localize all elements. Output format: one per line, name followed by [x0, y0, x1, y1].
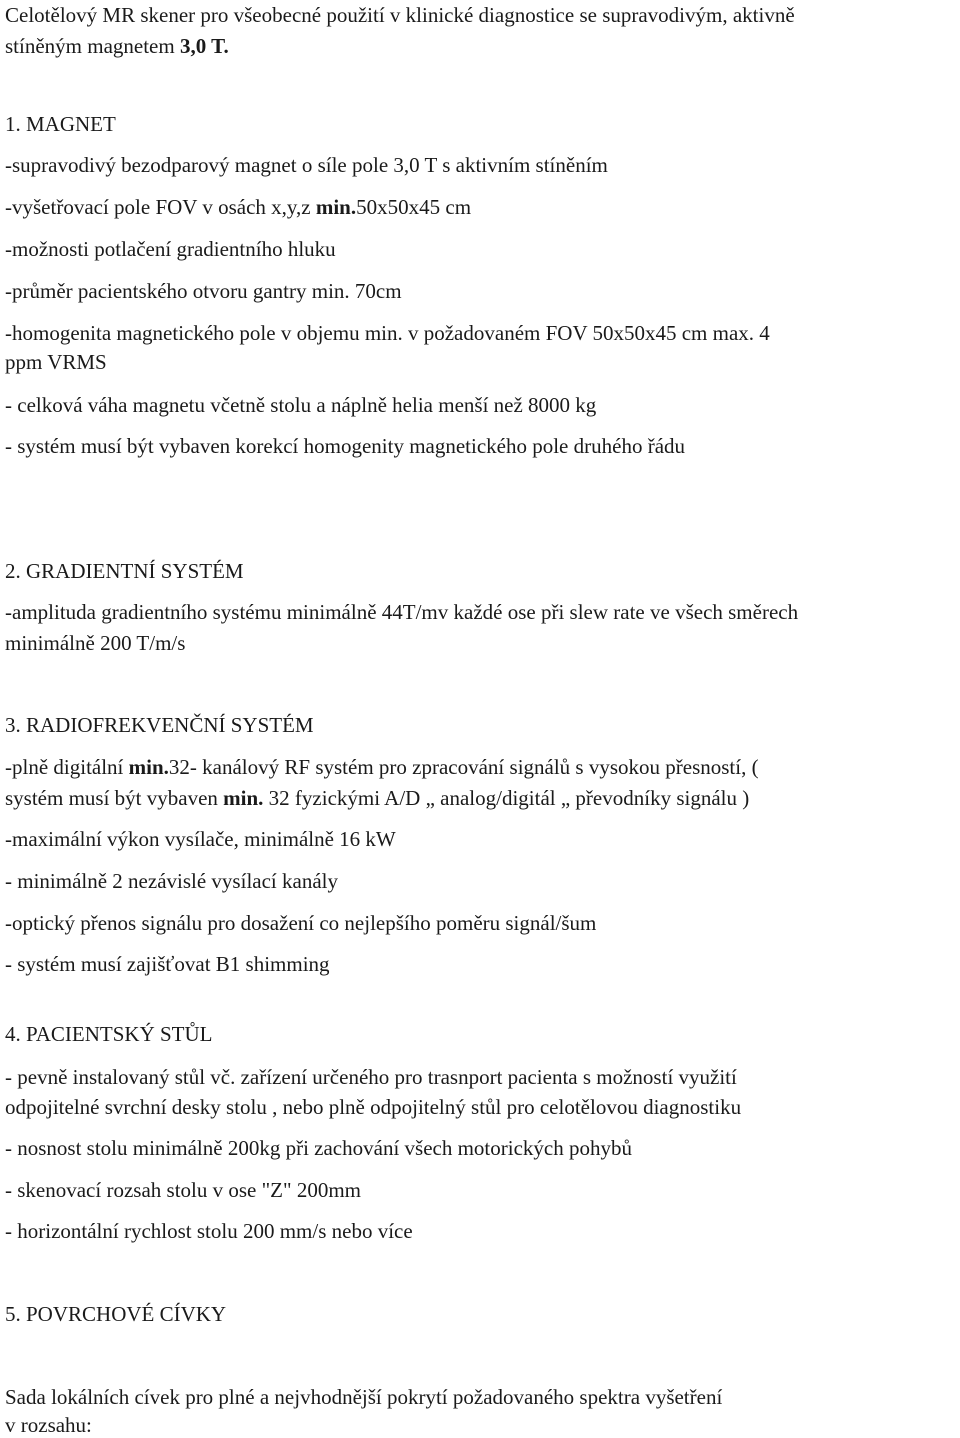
list-item: -homogenita magnetického pole v objemu min. v požadovaném FOV 50x50x45 cm max. 4: [5, 321, 770, 345]
min-label: min.: [223, 786, 264, 810]
list-item: -amplituda gradientního systému minimálně 44T/mv každé ose při slew rate ve všech směrech: [5, 600, 799, 624]
list-item: [5, 194, 471, 220]
min-label: min.: [315, 195, 357, 219]
list-item: - systém musí být vybaven korekcí homogenity magnetického pole druhého řádu: [5, 434, 686, 458]
intro-line-2: [5, 33, 229, 59]
section-heading-patient-table: 4. PACIENTSKÝ STŮL: [5, 1022, 213, 1046]
list-item: - minimálně 2 nezávislé vysílací kanály: [5, 869, 338, 893]
list-item: - skenovací rozsah stolu v ose "Z" 200mm: [5, 1178, 361, 1202]
section-heading-rf: 3. RADIOFREKVENČNÍ SYSTÉM: [5, 713, 314, 737]
list-item: - celková váha magnetu včetně stolu a náplně helia menší než 8000 kg: [5, 393, 597, 417]
list-item: - systém musí zajišťovat B1 shimming: [5, 952, 330, 976]
item-text: systém musí být vybaven: [5, 786, 224, 810]
list-item: -supravodivý bezodparový magnet o síle pole 3,0 T s aktivním stíněním: [5, 153, 608, 177]
intro-text: stíněným magnetem: [5, 34, 180, 58]
min-label: min.: [128, 755, 169, 779]
list-item: -maximální výkon vysílače, minimálně 16 kW: [5, 827, 396, 851]
list-item: -možnosti potlačení gradientního hluku: [5, 237, 336, 261]
list-item: - pevně instalovaný stůl vč. zařízení určeného pro trasnport pacienta s možností využití: [5, 1065, 737, 1089]
paragraph-line: v rozsahu:: [5, 1413, 92, 1437]
list-item: - horizontální rychlost stolu 200 mm/s nebo více: [5, 1219, 413, 1243]
list-item: -optický přenos signálu pro dosažení co nejlepšího poměru signál/šum: [5, 911, 597, 935]
item-text: 50x50x45 cm: [356, 195, 472, 219]
list-item-continuation: [5, 785, 749, 811]
field-strength: 3,0 T.: [179, 34, 229, 58]
paragraph-line: Sada lokálních cívek pro plné a nejvhodnější pokrytí požadovaného spektra vyšetření: [5, 1385, 723, 1409]
list-item-continuation: odpojitelné svrchní desky stolu , nebo plně odpojitelný stůl pro celotělovou diagnostiku: [5, 1095, 742, 1119]
section-heading-surface-coils: 5. POVRCHOVÉ CÍVKY: [5, 1302, 227, 1326]
item-text: -vyšetřovací pole FOV v osách x,y,z: [5, 195, 316, 219]
item-text: 32- kanálový RF systém pro zpracování signálů s vysokou přesností, (: [168, 755, 759, 779]
item-text: -plně digitální: [5, 755, 129, 779]
list-item: [5, 754, 759, 780]
section-heading-magnet: 1. MAGNET: [5, 112, 116, 136]
list-item: - nosnost stolu minimálně 200kg při zachování všech motorických pohybů: [5, 1136, 632, 1160]
list-item-continuation: ppm VRMS: [5, 350, 107, 374]
list-item: -průměr pacientského otvoru gantry min. 70cm: [5, 279, 402, 303]
intro-line-1: Celotělový MR skener pro všeobecné použití v klinické diagnostice se supravodivým, aktivně: [5, 3, 795, 27]
list-item-continuation: minimálně 200 T/m/s: [5, 631, 186, 655]
section-heading-gradient: 2. GRADIENTNÍ SYSTÉM: [5, 559, 244, 583]
item-text: 32 fyzickými A/D „ analog/digitál „ převodníky signálu ): [263, 786, 750, 810]
